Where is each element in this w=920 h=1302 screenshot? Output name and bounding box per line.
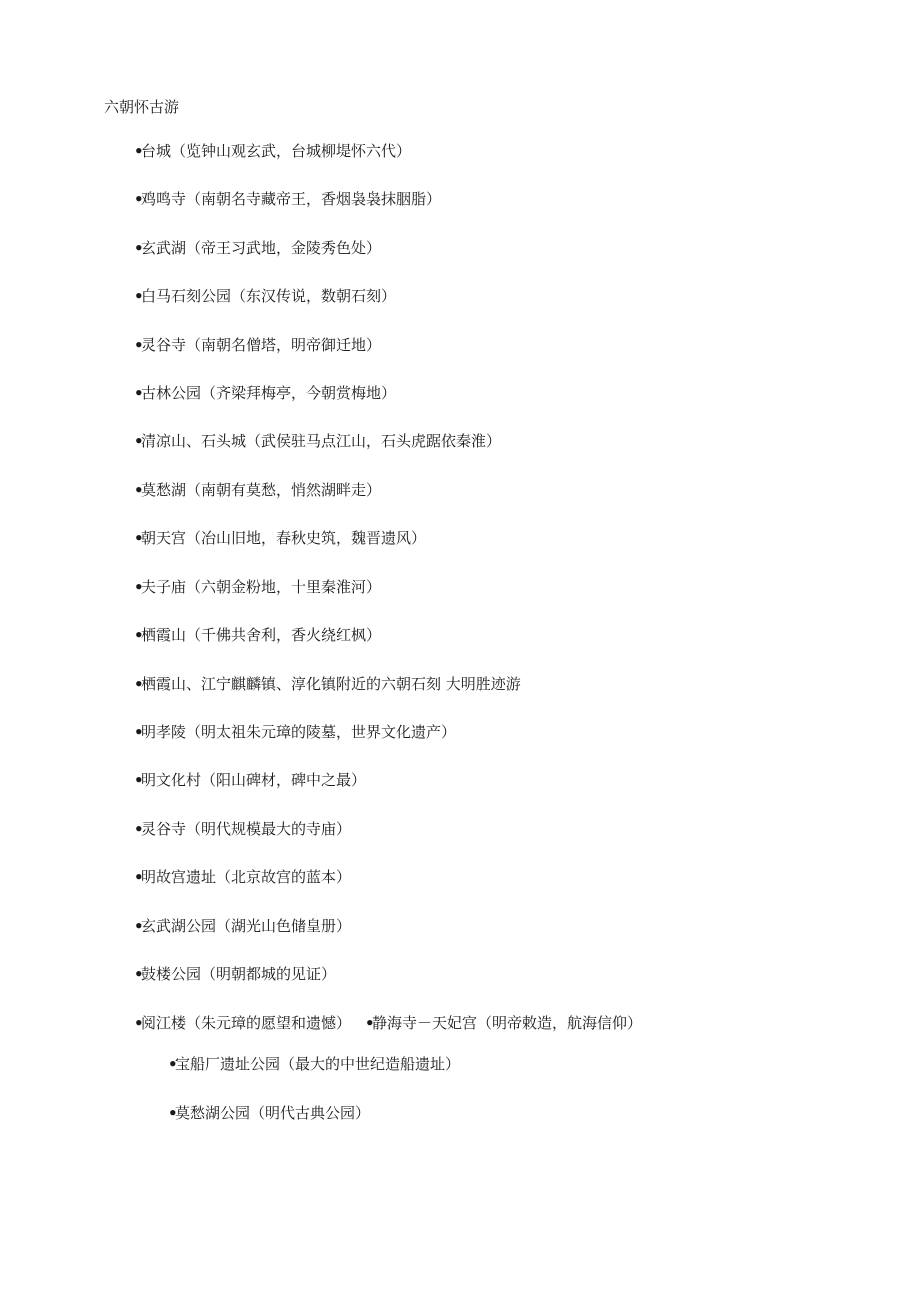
list-item-text: 明故宫遗址（北京故宫的蓝本）	[141, 868, 352, 886]
list-item	[134, 238, 381, 258]
sub-list-item	[168, 1054, 460, 1074]
bullet: •	[134, 432, 144, 450]
list-item-text: 宝船厂遗址公园（最大的中世纪造船遗址）	[175, 1055, 461, 1073]
bullet: •	[134, 190, 144, 208]
bullet: •	[134, 287, 144, 305]
bullet: •	[168, 1055, 178, 1073]
list-item	[134, 674, 521, 694]
bullet: •	[134, 820, 144, 838]
list-item-text: 明文化村（阳山碑材，碑中之最）	[141, 771, 367, 789]
bullet: •	[134, 481, 144, 499]
list-item-text: 清凉山、石头城（武侯驻马点江山，石头虎踞依秦淮）	[141, 432, 502, 450]
list-item	[134, 722, 456, 742]
list-item-text: 台城（览钟山观玄武，台城柳堤怀六代）	[141, 142, 412, 160]
list-item-text: 栖霞山、江宁麒麟镇、淳化镇附近的六朝石刻 大明胜迹游	[141, 675, 521, 693]
bullet: •	[134, 142, 144, 160]
list-item-text: 夫子庙（六朝金粉地，十里秦淮河）	[141, 578, 382, 596]
list-item-text: 静海寺－天妃宫（明帝敕造，航海信仰）	[372, 1014, 643, 1032]
list-item	[134, 577, 381, 597]
list-item	[134, 867, 351, 887]
list-item	[134, 141, 411, 161]
list-item-text: 朝天宫（冶山旧地，春秋史筑，魏晋遗风）	[141, 529, 427, 547]
list-item-text: 莫愁湖公园（明代古典公园）	[175, 1104, 371, 1122]
list-item-text: 白马石刻公园（东汉传说，数朝石刻）	[141, 287, 397, 305]
list-item	[134, 916, 351, 936]
list-item-text: 阅江楼（朱元璋的愿望和遗憾）	[141, 1014, 352, 1032]
bullet: •	[134, 723, 144, 741]
bullet: •	[134, 917, 144, 935]
bullet: •	[134, 336, 144, 354]
bullet: •	[134, 626, 144, 644]
bullet: •	[134, 529, 144, 547]
bullet: •	[134, 965, 144, 983]
bullet: •	[134, 771, 144, 789]
list-item	[134, 819, 351, 839]
list-item	[134, 431, 501, 451]
combined-list-line	[134, 1013, 642, 1033]
bullet: •	[134, 675, 144, 693]
sub-list-item	[168, 1103, 370, 1123]
bullet: •	[168, 1104, 178, 1122]
list-item-text: 玄武湖公园（湖光山色储皇册）	[141, 917, 352, 935]
bullet: •	[134, 239, 144, 257]
list-item-text: 莫愁湖（南朝有莫愁，悄然湖畔走）	[141, 481, 382, 499]
list-item-text: 鸡鸣寺（南朝名寺藏帝王，香烟袅袅抹胭脂）	[141, 190, 442, 208]
list-item-text: 明孝陵（明太祖朱元璋的陵墓，世界文化遗产）	[141, 723, 457, 741]
list-item	[134, 964, 336, 984]
list-item	[134, 335, 381, 355]
list-item	[134, 286, 396, 306]
list-item	[134, 480, 381, 500]
list-item	[134, 770, 366, 790]
list-item	[134, 528, 426, 548]
list-item-text: 鼓楼公园（明朝都城的见证）	[141, 965, 337, 983]
list-item	[134, 625, 381, 645]
list-item-text: 古林公园（齐梁拜梅亭，今朝赏梅地）	[141, 384, 397, 402]
list-item-text: 玄武湖（帝王习武地，金陵秀色处）	[141, 239, 382, 257]
list-item-text: 灵谷寺（南朝名僧塔，明帝御迁地）	[141, 336, 382, 354]
list-item-text: 栖霞山（千佛共舍利，香火绕红枫）	[141, 626, 382, 644]
list-item	[134, 383, 396, 403]
document-title: 六朝怀古游	[104, 98, 180, 116]
list-item	[134, 189, 441, 209]
bullet: •	[134, 384, 144, 402]
list-item-text: 灵谷寺（明代规模最大的寺庙）	[141, 820, 352, 838]
bullet: •	[134, 1014, 144, 1032]
bullet: •	[134, 868, 144, 886]
bullet: •	[365, 1014, 375, 1032]
bullet: •	[134, 578, 144, 596]
